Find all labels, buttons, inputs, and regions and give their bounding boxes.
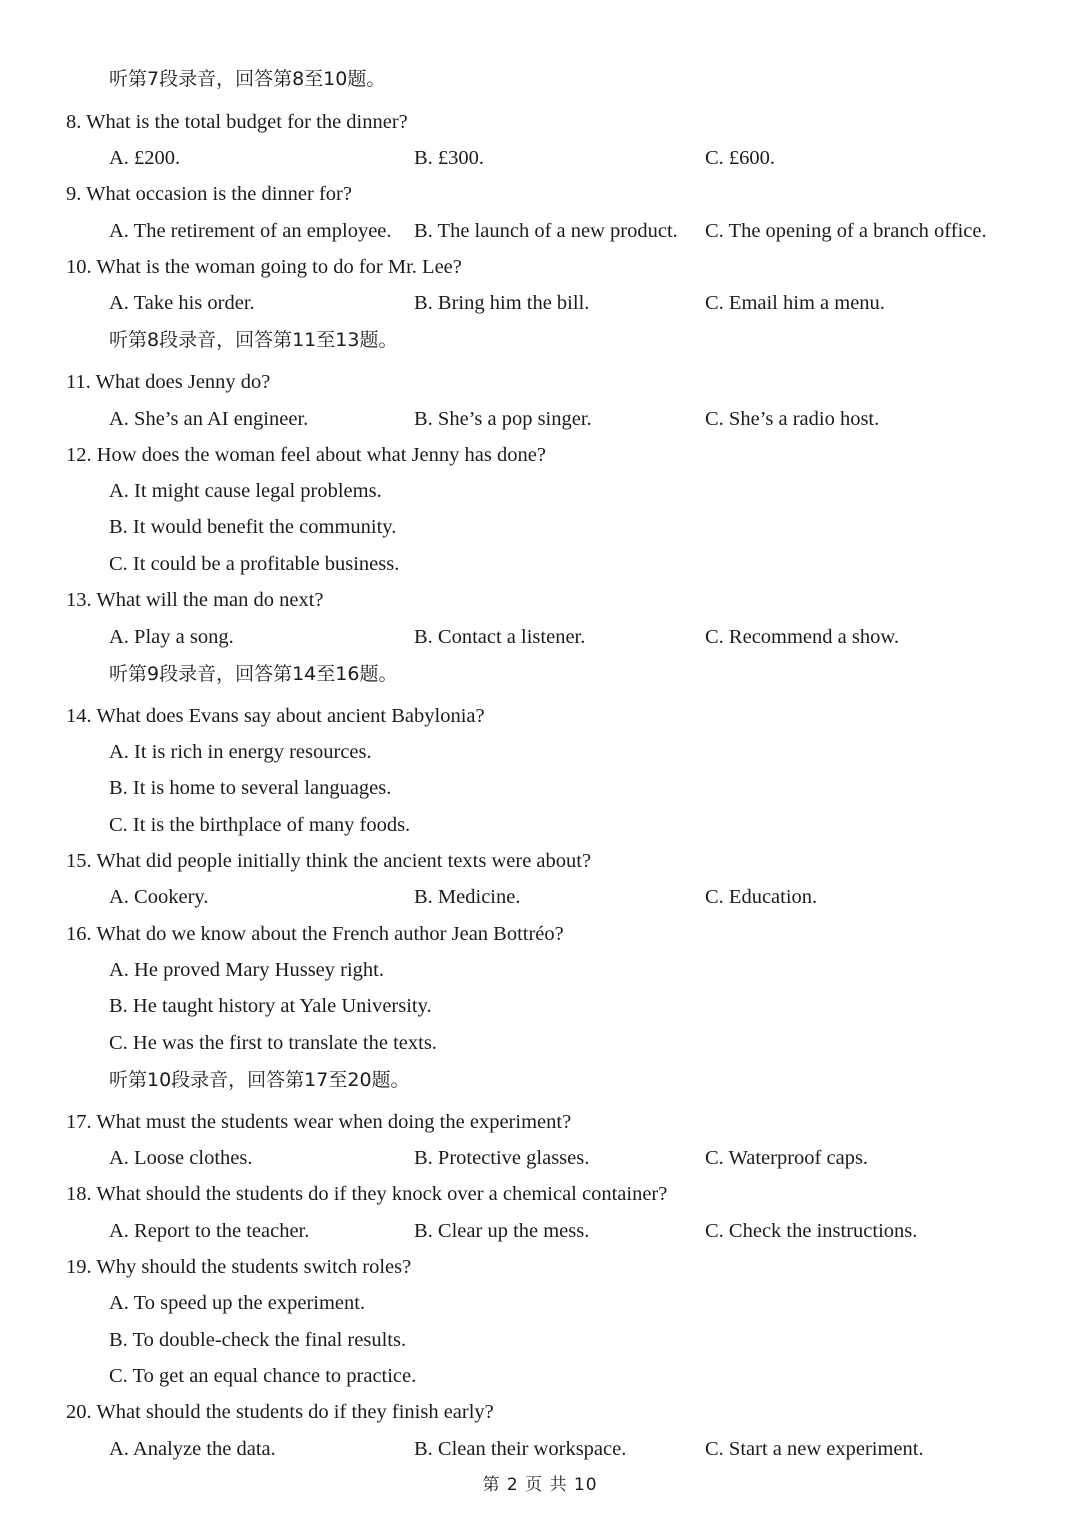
question-18-stem-line <box>0 1178 1080 1210</box>
question-17-option-a: A. Loose clothes. <box>109 1147 253 1169</box>
question-11-option-b: B. She’s a pop singer. <box>414 408 592 430</box>
question-12-option-c-line <box>0 548 1080 580</box>
question-14-option-b: B. It is home to several languages. <box>109 777 392 799</box>
question-13-options <box>0 621 1080 653</box>
question-19-option-a: A. To speed up the experiment. <box>109 1292 366 1314</box>
question-12-option-b: B. It would benefit the community. <box>109 516 397 538</box>
question-19-stem-line <box>0 1251 1080 1283</box>
question-12-option-a: A. It might cause legal problems. <box>109 480 382 502</box>
question-16-stem: 16. What do we know about the French author Jean Bottréo? <box>66 923 564 945</box>
question-14-option-a-line <box>0 736 1080 768</box>
question-9-option-b: B. The launch of a new product. <box>414 220 678 242</box>
question-13-stem-line <box>0 584 1080 616</box>
question-17-option-c: C. Waterproof caps. <box>705 1147 869 1169</box>
question-8-options <box>0 142 1080 174</box>
question-18-stem: 18. What should the students do if they knock over a chemical container? <box>66 1183 668 1205</box>
question-9-options <box>0 215 1080 247</box>
question-16-option-a: A. He proved Mary Hussey right. <box>109 959 384 981</box>
question-11-option-c: C. She’s a radio host. <box>705 408 880 430</box>
question-19-option-c: C. To get an equal chance to practice. <box>109 1365 417 1387</box>
section9-heading <box>0 658 1080 690</box>
question-12-option-b-line <box>0 511 1080 543</box>
question-9-stem-line <box>0 178 1080 210</box>
question-16-stem-line <box>0 918 1080 950</box>
section8-heading <box>0 324 1080 356</box>
question-20-option-b: B. Clean their workspace. <box>414 1438 627 1460</box>
question-20-option-a: A. Analyze the data. <box>109 1438 276 1460</box>
question-20-option-c: C. Start a new experiment. <box>705 1438 924 1460</box>
question-15-option-a: A. Cookery. <box>109 886 209 908</box>
section-instruction: 听第9段录音，回答第14至16题。 <box>109 663 398 685</box>
question-17-options <box>0 1142 1080 1174</box>
section10-heading <box>0 1064 1080 1096</box>
question-16-option-b: B. He taught history at Yale University. <box>109 995 432 1017</box>
question-20-stem: 20. What should the students do if they finish early? <box>66 1401 494 1423</box>
question-12-option-c: C. It could be a profitable business. <box>109 553 400 575</box>
question-13-option-a: A. Play a song. <box>109 626 234 648</box>
question-14-option-b-line <box>0 772 1080 804</box>
question-20-stem-line <box>0 1396 1080 1428</box>
question-16-option-b-line <box>0 990 1080 1022</box>
question-15-stem: 15. What did people initially think the ancient texts were about? <box>66 850 592 872</box>
question-18-option-b: B. Clear up the mess. <box>414 1220 590 1242</box>
question-15-option-b: B. Medicine. <box>414 886 521 908</box>
question-13-option-b: B. Contact a listener. <box>414 626 586 648</box>
question-17-stem-line <box>0 1106 1080 1138</box>
question-12-option-a-line <box>0 475 1080 507</box>
question-17-stem: 17. What must the students wear when doing the experiment? <box>66 1111 572 1133</box>
question-9-option-a: A. The retirement of an employee. <box>109 220 392 242</box>
question-11-stem-line <box>0 366 1080 398</box>
section-instruction: 听第10段录音，回答第17至20题。 <box>109 1069 410 1091</box>
question-8-stem-line <box>0 106 1080 138</box>
question-11-option-a: A. She’s an AI engineer. <box>109 408 309 430</box>
question-10-option-b: B. Bring him the bill. <box>414 292 590 314</box>
question-20-options <box>0 1433 1080 1465</box>
question-18-option-c: C. Check the instructions. <box>705 1220 918 1242</box>
question-19-option-a-line <box>0 1287 1080 1319</box>
question-19-option-b: B. To double-check the final results. <box>109 1329 407 1351</box>
question-14-stem: 14. What does Evans say about ancient Babylonia? <box>66 705 485 727</box>
question-14-option-a: A. It is rich in energy resources. <box>109 741 372 763</box>
question-8-stem: 8. What is the total budget for the dinner? <box>66 111 408 133</box>
question-10-stem: 10. What is the woman going to do for Mr. Lee? <box>66 256 462 278</box>
question-19-option-c-line <box>0 1360 1080 1392</box>
question-9-stem: 9. What occasion is the dinner for? <box>66 183 352 205</box>
question-13-stem: 13. What will the man do next? <box>66 589 324 611</box>
question-17-option-b: B. Protective glasses. <box>414 1147 590 1169</box>
page-number-footer: 第 2 页 共 10 <box>482 1475 598 1495</box>
question-8-option-a: A. £200. <box>109 147 181 169</box>
question-14-stem-line <box>0 700 1080 732</box>
question-10-option-c: C. Email him a menu. <box>705 292 885 314</box>
question-14-option-c: C. It is the birthplace of many foods. <box>109 814 411 836</box>
question-10-option-a: A. Take his order. <box>109 292 255 314</box>
section-instruction: 听第7段录音，回答第8至10题。 <box>109 68 386 90</box>
question-15-option-c: C. Education. <box>705 886 818 908</box>
question-8-option-c: C. £600. <box>705 147 776 169</box>
question-15-options <box>0 881 1080 913</box>
question-8-option-b: B. £300. <box>414 147 485 169</box>
section7-heading <box>0 63 1080 95</box>
question-19-option-b-line <box>0 1324 1080 1356</box>
question-10-options <box>0 287 1080 319</box>
question-14-option-c-line <box>0 809 1080 841</box>
question-16-option-a-line <box>0 954 1080 986</box>
question-18-options <box>0 1215 1080 1247</box>
question-19-stem: 19. Why should the students switch roles? <box>66 1256 412 1278</box>
question-15-stem-line <box>0 845 1080 877</box>
question-16-option-c-line <box>0 1027 1080 1059</box>
question-12-stem-line <box>0 439 1080 471</box>
question-9-option-c: C. The opening of a branch office. <box>705 220 987 242</box>
question-16-option-c: C. He was the first to translate the texts. <box>109 1032 437 1054</box>
question-13-option-c: C. Recommend a show. <box>705 626 899 648</box>
section-instruction: 听第8段录音，回答第11至13题。 <box>109 329 398 351</box>
question-12-stem: 12. How does the woman feel about what Jenny has done? <box>66 444 546 466</box>
question-10-stem-line <box>0 251 1080 283</box>
question-11-stem: 11. What does Jenny do? <box>66 371 271 393</box>
question-11-options <box>0 403 1080 435</box>
question-18-option-a: A. Report to the teacher. <box>109 1220 310 1242</box>
